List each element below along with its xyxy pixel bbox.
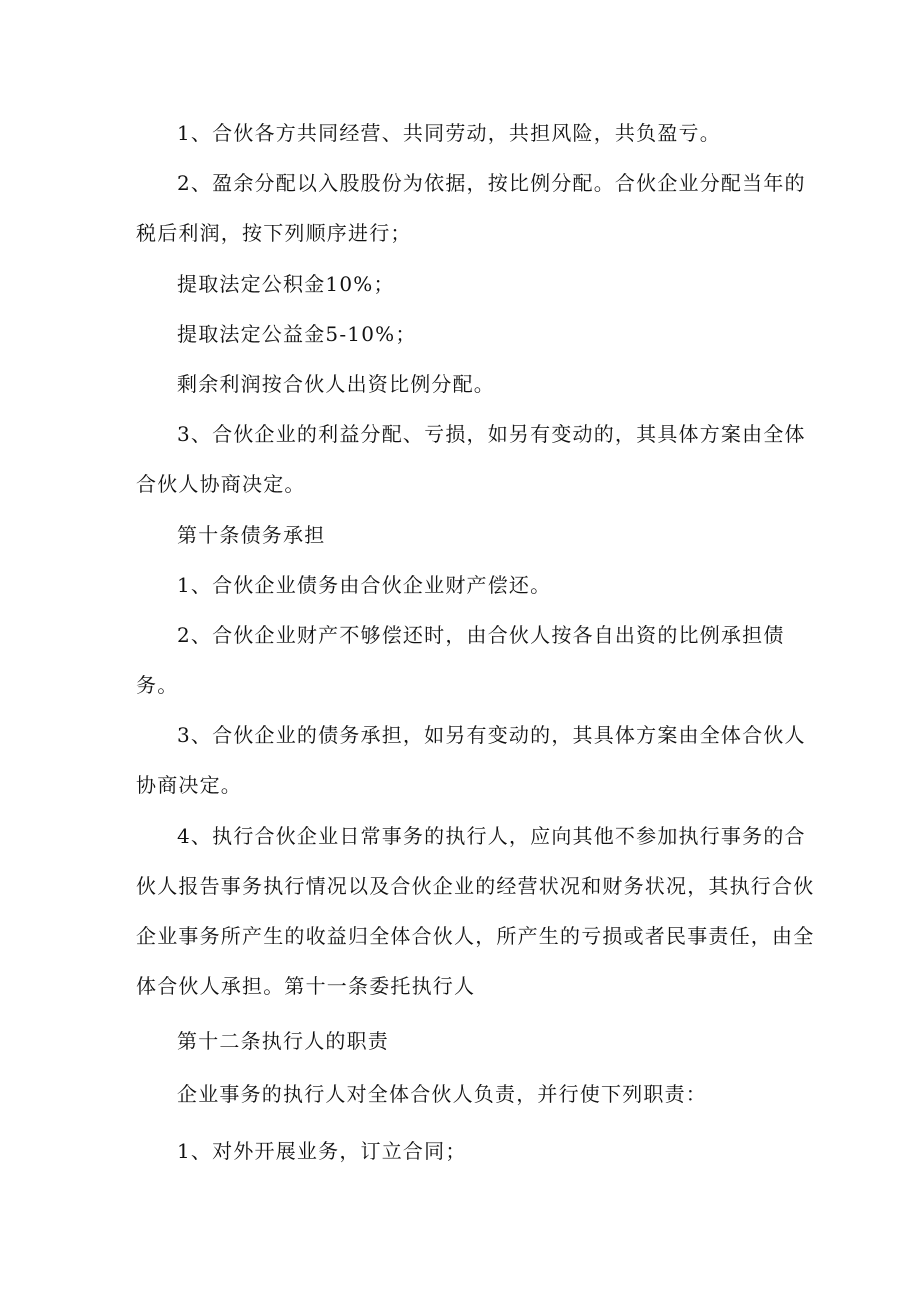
paragraph-line: 剩余利润按合伙人出资比例分配。 <box>177 372 495 396</box>
section-heading: 第十条债务承担 <box>177 523 326 547</box>
paragraph-line: 1、合伙各方共同经营、共同劳动，共担风险，共负盈亏。 <box>177 121 721 145</box>
paragraph-line: 务。 <box>136 673 179 697</box>
paragraph-line: 2、盈余分配以入股股份为依据，按比例分配。合伙企业分配当年的 <box>177 171 806 195</box>
paragraph-line: 企业事务的执行人对全体合伙人负责，并行使下列职责： <box>177 1082 707 1106</box>
paragraph-line: 1、合伙企业债务由合伙企业财产偿还。 <box>177 573 552 597</box>
paragraph-line: 协商决定。 <box>136 773 242 797</box>
paragraph-line: 税后利润，按下列顺序进行； <box>136 221 412 245</box>
paragraph-line: 提取法定公益金5-10%； <box>177 322 417 346</box>
paragraph-line: 4、执行合伙企业日常事务的执行人，应向其他不参加执行事务的合 <box>177 824 806 848</box>
paragraph-line: 合伙人协商决定。 <box>136 472 306 496</box>
section-heading: 第十二条执行人的职责 <box>177 1029 389 1053</box>
paragraph-line: 提取法定公积金10%； <box>177 272 395 296</box>
paragraph-line: 2、合伙企业财产不够偿还时，由合伙人按各自出资的比例承担债 <box>177 623 785 647</box>
paragraph-line: 体合伙人承担。第十一条委托执行人 <box>136 974 476 998</box>
paragraph-line: 1、对外开展业务，订立合同； <box>177 1139 467 1163</box>
paragraph-line: 3、合伙企业的债务承担，如另有变动的，其具体方案由全体合伙人 <box>177 723 806 747</box>
paragraph-line: 3、合伙企业的利益分配、亏损，如另有变动的，其具体方案由全体 <box>177 422 806 446</box>
paragraph-line: 企业事务所产生的收益归全体合伙人，所产生的亏损或者民事责任，由全 <box>136 924 815 948</box>
paragraph-line: 伙人报告事务执行情况以及合伙企业的经营状况和财务状况，其执行合伙 <box>136 874 815 898</box>
